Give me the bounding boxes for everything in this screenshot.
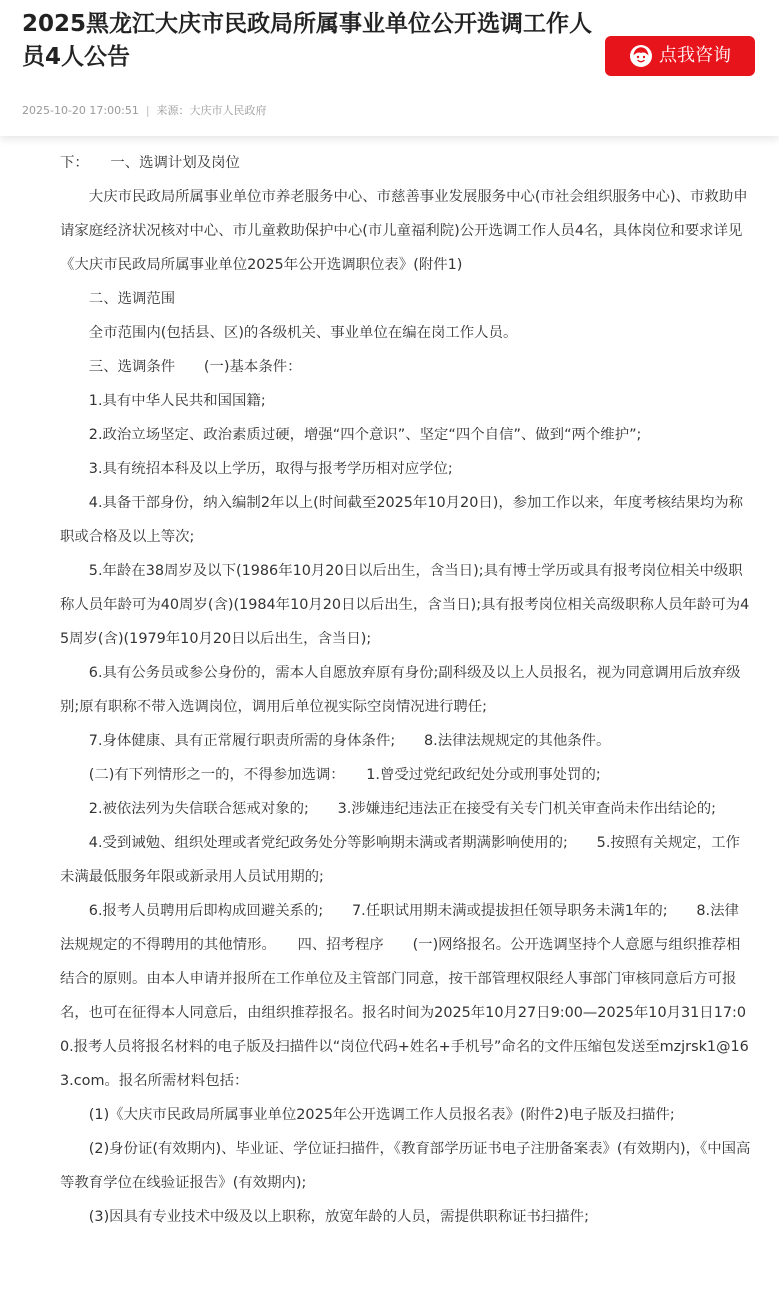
article-paragraph: (3)因具有专业技术中级及以上职称，放宽年龄的人员，需提供职称证书扫描件; [88, 1209, 589, 1225]
article-meta [22, 103, 267, 119]
article-paragraph: 6.报考人员聘用后即构成回避关系的; 7.任职试用期未满或提拔担任领导职务未满1年的; 8.法律法规规定的不得聘用的其他情形。 四、招考程序 (一)网络报名。公开选调坚持个人意愿与组织推荐相结合的原则。由本人申请并报所在工作单位及主管部门同意，按干部管理权限经人事部门审核同意后方可报名，也可在征得本人同意后，由组织推荐报名。报名时间为2025年10月27日9:00—2025年10月31日17:00.报考人员将报名材料的电子版及扫描件以“岗位代码+姓名+手机号”命名的文件压缩包发送至mzjrsk1@163.com。报名所需材料包括： [60, 903, 749, 1089]
consult-button[interactable] [605, 36, 755, 76]
article-paragraph: 全市范围内(包括县、区)的各级机关、事业单位在编在岗工作人员。 [88, 325, 518, 341]
page-title: 2025黑龙江大庆市民政局所属事业单位公开选调工作人员4人公告 [22, 11, 593, 70]
article-source: 来源：大庆市人民政府 [156, 104, 267, 117]
article-paragraph: 2.政治立场坚定、政治素质过硬，增强“四个意识”、坚定“四个自信”、做到“两个维护”; [88, 427, 642, 443]
article-paragraph: (2)身份证(有效期内)、毕业证、学位证扫描件，《教育部学历证书电子注册备案表》(有效期内)，《中国高等教育学位在线验证报告》(有效期内); [60, 1141, 751, 1191]
article-paragraph: 1.具有中华人民共和国国籍; [88, 393, 266, 409]
article-paragraph: 5.年龄在38周岁及以下(1986年10月20日以后出生，含当日);具有博士学历或具有报考岗位相关中级职称人员年龄可为40周岁(含)(1984年10月20日以后出生，含当日);具有报考岗位相关高级职称人员年龄可为45周岁(含)(1979年10月20日以后出生，含当日); [60, 563, 750, 647]
article-paragraph: 三、选调条件 (一)基本条件： [88, 359, 302, 375]
article-paragraph: 大庆市民政局所属事业单位市养老服务中心、市慈善事业发展服务中心(市社会组织服务中心)、市救助申请家庭经济状况核对中心、市儿童救助保护中心(市儿童福利院)公开选调工作人员4名，具体岗位和要求详见《大庆市民政局所属事业单位2025年公开选调职位表》(附件1) [60, 189, 748, 273]
avatar-icon [629, 44, 653, 68]
meta-separator: | [145, 104, 150, 117]
publish-datetime: 2025-10-20 17:00:51 [22, 104, 139, 117]
article-paragraph: 二、选调范围 [88, 291, 176, 307]
consult-button-label: 点我咨询 [659, 45, 731, 66]
article-paragraph: 2.被依法列为失信联合惩戒对象的; 3.涉嫌违纪违法正在接受有关专门机关审查尚未作出结论的; [88, 801, 716, 817]
article-header [0, 0, 779, 136]
article-paragraph: (1)《大庆市民政局所属事业单位2025年公开选调工作人员报名表》(附件2)电子版及扫描件; [88, 1107, 675, 1123]
article-paragraph: 下： 一、选调计划及岗位 [60, 155, 240, 171]
article-paragraph: 7.身体健康、具有正常履行职责所需的身体条件; 8.法律法规规定的其他条件。 [88, 733, 611, 749]
article-paragraph: (二)有下列情形之一的，不得参加选调： 1.曾受过党纪政纪处分或刑事处罚的; [88, 767, 601, 783]
article-paragraph: 6.具有公务员或参公身份的，需本人自愿放弃原有身份;副科级及以上人员报名，视为同意调用后放弃级别;原有职称不带入选调岗位，调用后单位视实际空岗情况进行聘任; [60, 665, 741, 715]
article-paragraph: 4.受到诫勉、组织处理或者党纪政务处分等影响期未满或者期满影响使用的; 5.按照有关规定，工作未满最低服务年限或新录用人员试用期的; [60, 835, 740, 885]
article-paragraph: 3.具有统招本科及以上学历，取得与报考学历相对应学位; [88, 461, 453, 477]
article-body [60, 146, 753, 1234]
article-paragraph: 4.具备干部身份，纳入编制2年以上(时间截至2025年10月20日)，参加工作以来，年度考核结果均为称职或合格及以上等次; [60, 495, 744, 545]
